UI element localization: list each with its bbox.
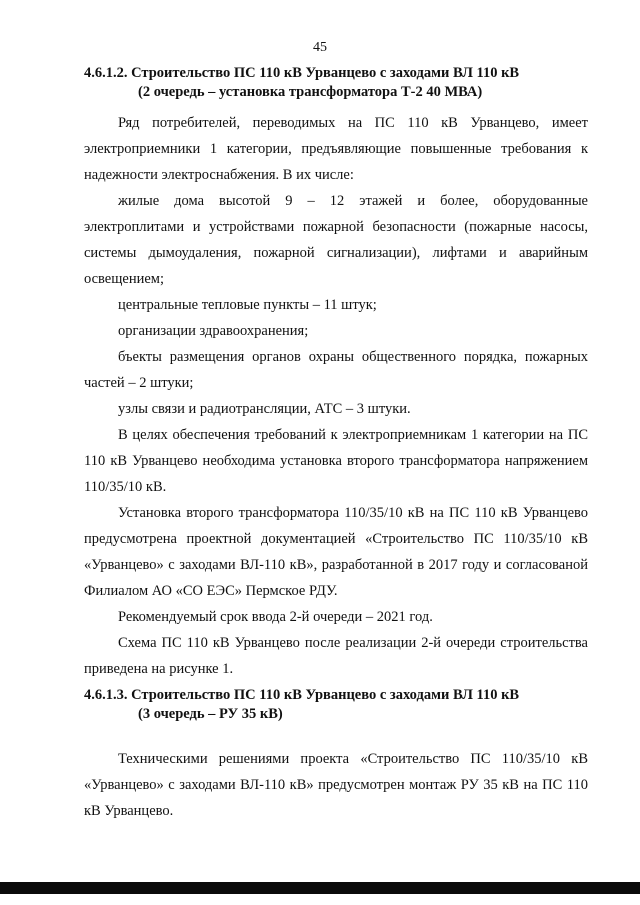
list-item: жилые дома высотой 9 – 12 этажей и более, оборудованные электроплитами и устройствами пожарной безопасности (пожарные насосы, системы дымоудаления, пожарной сигнализации), лифтами и аварийным освещением; <box>84 193 588 287</box>
section-body-4-6-1-2 <box>84 110 588 682</box>
page-number: 45 <box>313 40 327 55</box>
list-item: центральные тепловые пункты – 11 штук; <box>118 297 377 313</box>
paragraph: Установка второго трансформатора 110/35/10 кВ на ПС 110 кВ Урванцево предусмотрена проектной документацией «Строительство ПС 110/35/10 кВ «Урванцево» с заходами ВЛ-110 кВ», разработанной в 2017 году и согласованой Филиалом АО «СО ЕЭС» Пермское РДУ. <box>84 505 588 599</box>
paragraph: Рекомендуемый срок ввода 2-й очереди – 2021 год. <box>118 609 433 625</box>
paragraph: Ряд потребителей, переводимых на ПС 110 кВ Урванцево, имеет электроприемники 1 категории, предъявляющие повышенные требования к надежности электроснабжения. В их числе: <box>84 115 588 183</box>
list-item: бъекты размещения органов охраны общественного порядка, пожарных частей – 2 штуки; <box>84 349 588 391</box>
list-item: узлы связи и радиотрансляции, АТС – 3 штуки. <box>118 401 411 417</box>
section-heading-4-6-1-2 <box>84 64 588 102</box>
section-heading-line2: (2 очередь – установка трансформатора Т-2 40 МВА) <box>138 84 483 100</box>
page-bottom-edge <box>0 882 640 894</box>
section-heading-line2: (3 очередь – РУ 35 кВ) <box>138 706 283 722</box>
section-heading-line1: 4.6.1.3. Строительство ПС 110 кВ Урванцево с заходами ВЛ 110 кВ <box>84 687 520 703</box>
section-heading-line1: 4.6.1.2. Строительство ПС 110 кВ Урванцево с заходами ВЛ 110 кВ <box>84 65 520 81</box>
paragraph: Схема ПС 110 кВ Урванцево после реализации 2-й очереди строительства приведена на рисунке 1. <box>84 635 588 677</box>
section-body-4-6-1-3 <box>84 746 588 824</box>
section-heading-4-6-1-3 <box>84 686 588 724</box>
paragraph: Техническими решениями проекта «Строительство ПС 110/35/10 кВ «Урванцево» с заходами ВЛ-110 кВ» предусмотрен монтаж РУ 35 кВ на ПС 110 кВ Урванцево. <box>84 751 588 819</box>
paragraph: В целях обеспечения требований к электроприемникам 1 категории на ПС 110 кВ Урванцево необходима установка второго трансформатора напряжением 110/35/10 кВ. <box>84 427 588 495</box>
list-item: организации здравоохранения; <box>118 323 309 339</box>
